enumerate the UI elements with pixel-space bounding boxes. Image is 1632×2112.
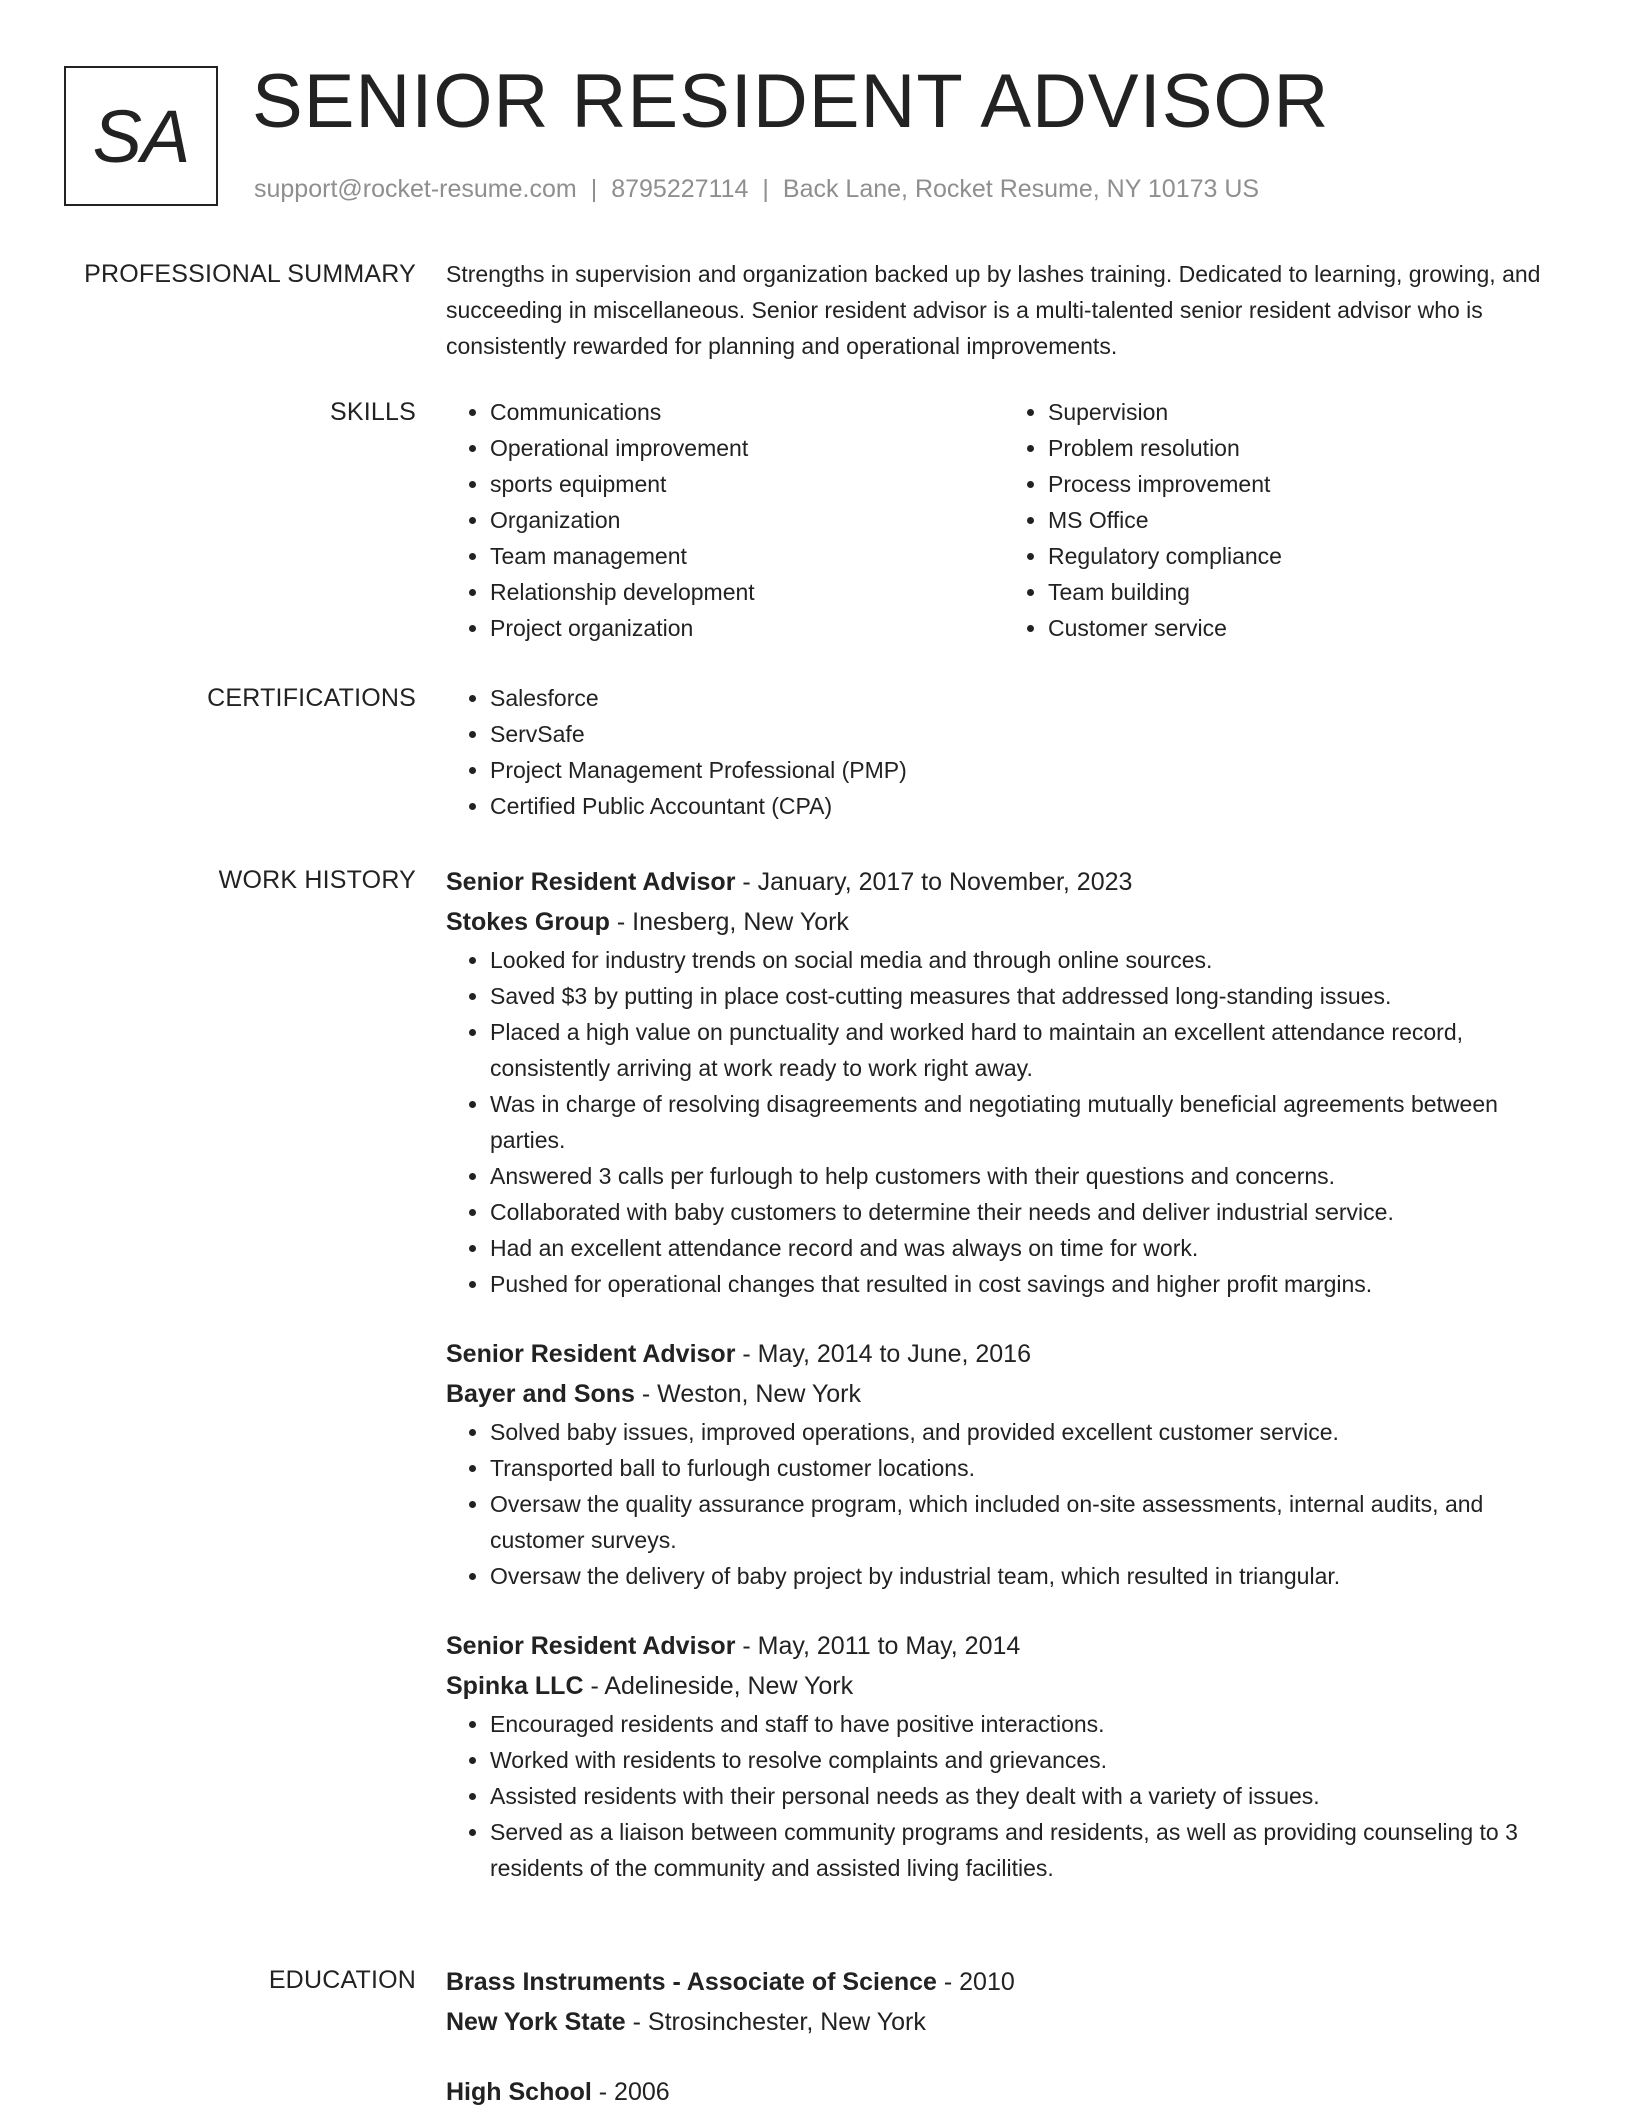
education-school: New York State (446, 2008, 626, 2036)
skills-body (446, 394, 1562, 646)
section-heading-work-history: WORK HISTORY (218, 866, 416, 894)
skill-item: • Organization (490, 502, 1004, 538)
job-entry (446, 1626, 1562, 1886)
education-year: - 2006 (591, 2078, 670, 2106)
summary-body (446, 256, 1562, 364)
skill-item: • Problem resolution (1048, 430, 1562, 466)
job-bullet: • Worked with residents to resolve complaints and grievances. (490, 1742, 1562, 1778)
contact-phone[interactable]: 8795227114 (611, 175, 749, 203)
education-entry (446, 1962, 1562, 2042)
job-bullet: • Transported ball to furlough customer locations. (490, 1450, 1562, 1486)
job-bullet: • Saved $3 by putting in place cost-cutting measures that addressed long-standing issues. (490, 978, 1562, 1014)
job-company: Bayer and Sons (446, 1380, 635, 1408)
certification-item: • Certified Public Accountant (CPA) (490, 788, 1562, 824)
contact-line (254, 174, 1259, 204)
work-history-body (446, 862, 1562, 1886)
job-company-line (446, 902, 1562, 942)
skill-item: • MS Office (1048, 502, 1562, 538)
education-body (446, 1962, 1562, 2112)
education-degree: Brass Instruments - Associate of Science (446, 1968, 937, 1996)
contact-separator: | (590, 175, 598, 203)
skill-item: • Communications (490, 394, 1004, 430)
skill-item: • Customer service (1048, 610, 1562, 646)
job-location: - Inesberg, New York (609, 908, 849, 936)
job-company: Spinka LLC (446, 1672, 584, 1700)
job-bullets (446, 1414, 1562, 1594)
skill-item: • Project organization (490, 610, 1004, 646)
job-bullet: • Looked for industry trends on social media and through online sources. (490, 942, 1562, 978)
job-bullet: • Assisted residents with their personal needs as they dealt with a variety of issues. (490, 1778, 1562, 1814)
skill-item: • Regulatory compliance (1048, 538, 1562, 574)
job-bullet: • Had an excellent attendance record and was always on time for work. (490, 1230, 1562, 1266)
job-title: Senior Resident Advisor (446, 1632, 736, 1660)
education-location: - Strosinchester, New York (625, 2008, 926, 2036)
job-title-line (446, 1334, 1562, 1374)
education-year: - 2010 (936, 1968, 1015, 1996)
skill-item: • Process improvement (1048, 466, 1562, 502)
job-title-line (446, 862, 1562, 902)
skill-item: • Relationship development (490, 574, 1004, 610)
skills-list-right (1004, 394, 1562, 646)
job-bullet: • Oversaw the delivery of baby project by industrial team, which resulted in triangular. (490, 1558, 1562, 1594)
job-bullet: • Was in charge of resolving disagreements and negotiating mutually beneficial agreements between parties. (490, 1086, 1562, 1158)
skill-item: • Team building (1048, 574, 1562, 610)
certification-item: • Project Management Professional (PMP) (490, 752, 1562, 788)
job-dates: - January, 2017 to November, 2023 (735, 868, 1133, 896)
education-degree: High School (446, 2078, 592, 2106)
job-location: - Adelineside, New York (583, 1672, 854, 1700)
page-title: SENIOR RESIDENT ADVISOR (252, 59, 1330, 144)
certification-item: • ServSafe (490, 716, 1562, 752)
job-bullet: • Placed a high value on punctuality and worked hard to maintain an excellent attendance record, consistently arriving at work ready to work right away. (490, 1014, 1562, 1086)
contact-separator: | (762, 175, 769, 203)
skill-item: • Team management (490, 538, 1004, 574)
education-degree-line (446, 1962, 1562, 2002)
skill-item: • Operational improvement (490, 430, 1004, 466)
contact-email[interactable]: support@rocket-resume.com (254, 175, 577, 203)
education-school-line (446, 2002, 1562, 2042)
job-title: Senior Resident Advisor (446, 868, 736, 896)
job-title-line (446, 1626, 1562, 1666)
job-dates: - May, 2014 to June, 2016 (735, 1340, 1031, 1368)
skills-list-left (446, 394, 1004, 646)
job-bullets (446, 942, 1562, 1302)
section-heading-skills: SKILLS (330, 398, 416, 426)
job-bullet: • Collaborated with baby customers to determine their needs and deliver industrial service. (490, 1194, 1562, 1230)
job-bullet: • Oversaw the quality assurance program, which included on-site assessments, internal audits, and customer surveys. (490, 1486, 1562, 1558)
skill-item: • sports equipment (490, 466, 1004, 502)
job-bullets (446, 1706, 1562, 1886)
job-bullet: • Pushed for operational changes that resulted in cost savings and higher profit margins. (490, 1266, 1562, 1302)
education-degree-line (446, 2072, 1562, 2112)
section-heading-summary: PROFESSIONAL SUMMARY (84, 260, 416, 288)
section-heading-certifications: CERTIFICATIONS (207, 684, 416, 712)
section-heading-education: EDUCATION (268, 1966, 416, 1994)
job-bullet: • Served as a liaison between community programs and residents, as well as providing counseling to 3 residents of the community and assisted living facilities. (490, 1814, 1562, 1886)
certifications-body (446, 680, 1562, 824)
job-bullet: • Encouraged residents and staff to have positive interactions. (490, 1706, 1562, 1742)
certification-item: • Salesforce (490, 680, 1562, 716)
job-bullet: • Answered 3 calls per furlough to help customers with their questions and concerns. (490, 1158, 1562, 1194)
job-entry (446, 1334, 1562, 1594)
certifications-list (446, 680, 1562, 824)
contact-address: Back Lane, Rocket Resume, NY 10173 US (782, 175, 1260, 203)
job-entry (446, 862, 1562, 1302)
education-entry (446, 2072, 1562, 2112)
skill-item: • Supervision (1048, 394, 1562, 430)
monogram-badge: SA (64, 66, 218, 206)
job-company-line (446, 1374, 1562, 1414)
job-company-line (446, 1666, 1562, 1706)
job-bullet: • Solved baby issues, improved operations, and provided excellent customer service. (490, 1414, 1562, 1450)
job-title: Senior Resident Advisor (446, 1340, 736, 1368)
job-company: Stokes Group (446, 908, 610, 936)
job-dates: - May, 2011 to May, 2014 (735, 1632, 1021, 1660)
job-location: - Weston, New York (634, 1380, 861, 1408)
summary-text: Strengths in supervision and organization backed up by lashes training. Dedicated to learning, growing, and succeeding in miscellaneous. Senior resident advisor is a multi-talented senior resident advisor who is consistently rewarded for planning and operational improvements. (446, 261, 1541, 359)
